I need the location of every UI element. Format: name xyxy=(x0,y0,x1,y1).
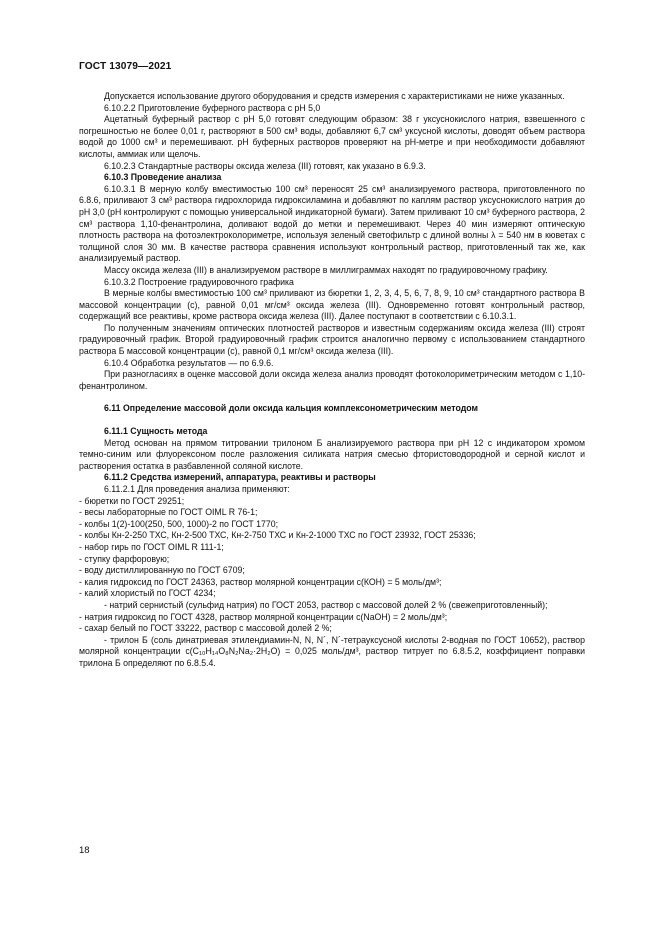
section-heading: 6.11 Определение массовой доли оксида кальция комплексонометрическим методом xyxy=(104,403,478,414)
standard-id: ГОСТ 13079—2021 xyxy=(79,61,172,72)
list-item: - натрия гидроксид по ГОСТ 4328, раствор молярной концентрации с(NaOH) = 2 моль/дм³; xyxy=(79,611,448,622)
list-item: - весы лабораторные по ГОСТ OIML R 76-1; xyxy=(79,507,258,518)
paragraph: 6.10.4 Обработка результатов — по 6.9.6. xyxy=(104,357,274,368)
document-header xyxy=(79,61,171,72)
document-body xyxy=(79,91,585,670)
list-item: - калия гидроксид по ГОСТ 24363, раствор молярной концентрации с(КОН) = 5 моль/дм³; xyxy=(79,576,442,587)
paragraph: 6.10.3.2 Построение градуировочного графика xyxy=(104,276,294,287)
list-item: - бюретки по ГОСТ 29251; xyxy=(79,495,185,506)
paragraph: 6.11.2.1 Для проведения анализа применяют: xyxy=(104,484,290,494)
paragraph: - натрий сернистый (сульфид натрия) по ГОСТ 2053, раствор с массовой долей 2 % (свежеприготовленный); xyxy=(104,599,548,610)
list-item: - колбы 1(2)-100(250, 500, 1000)-2 по ГОСТ 1770; xyxy=(79,518,279,529)
list-item: - набор гирь по ГОСТ OIML R 111-1; xyxy=(79,541,224,552)
paragraph: По полученным значениям оптических плотностей растворов и известным содержаниям оксида железа (III) строят градуировочный график. Второй градуировочный график строится аналогично первому с использованием стандартного раствора Б массовой концентрации (с), равной 0,1 мг/см³ оксида железа (III). xyxy=(79,322,585,357)
list-item: - колбы Кн-2-250 ТХС, Кн-2-500 ТХС, Кн-2-750 ТХС и Кн-2-1000 ТХС по ГОСТ 23932, ГОСТ 25336; xyxy=(79,530,476,541)
list-item: - воду дистиллированную по ГОСТ 6709; xyxy=(79,565,245,576)
paragraph: При разногласиях в оценке массовой доли оксида железа анализ проводят фотоколориметрическим методом с 1,10-фенантролином. xyxy=(79,369,585,391)
list-item: - сахар белый по ГОСТ 33222, раствор с массовой долей 2 %; xyxy=(79,623,332,634)
paragraph: 6.10.2.2 Приготовление буферного раствора с рН 5,0 xyxy=(104,102,321,113)
paragraph: Допускается использование другого оборудования и средств измерения с характеристиками не ниже указанных. xyxy=(104,91,565,101)
paragraph: 6.10.2.3 Стандартные растворы оксида железа (III) готовят, как указано в 6.9.3. xyxy=(104,160,426,171)
paragraph: В мерные колбы вместимостью 100 см³ приливают из бюретки 1, 2, 3, 4, 5, 6, 7, 8, 9, 10 см³ стандартного раствора В массовой концентрации (с), равной 0,01 мг/см³ оксида железа (III). Одновременно готовят контрольный раствор, содержащий все реактивы, кроме раствора оксида железа (III). Далее поступают в соответствии с 6.10.3.1. xyxy=(79,288,585,322)
section-heading: 6.10.3 Проведение анализа xyxy=(104,172,222,183)
paragraph: Метод основан на прямом титровании трилоном Б анализируемого раствора при рН 12 с индикатором хромом темно-синим или флуорексоном после разложения силиката натрия смесью фтористоводородной и серной кислот и растворения остатка в разбавленной соляной кислоте. xyxy=(79,437,585,471)
page-number: 18 xyxy=(79,845,90,856)
section-heading: 6.11.2 Средства измерений, аппаратура, реактивы и растворы xyxy=(104,472,376,483)
paragraph: Ацетатный буферный раствор с рН 5,0 готовят следующим образом: 38 г уксуснокислого натрия, взвешенного с погрешностью не более 0,01 г, растворяют в 500 см³ воды, добавляют 6,7 см³ уксусной кислоты, доводят объем раствора водой до 1000 см³ и перемешивают. рН буферных растворов проверяют на рН-метре и при необходимости добавляют кислоты, аммиак или щелочь. xyxy=(79,114,585,159)
list-item: - калий хлористый по ГОСТ 4234; xyxy=(79,588,216,599)
paragraph: - трилон Б (соль динатриевая этилендиамин-N, N, N´, N´-тетрауксусной кислоты 2-водная по ГОСТ 10652), раствор молярной концентрации с(C₁₀H₁₄O₈N₂Na₂·2H₂O) = 0,025 моль/дм³, раствор титрует по 6.8.5.2, коэффициент поправки трилона Б определяют по 6.8.5.4. xyxy=(79,634,585,668)
paragraph: Массу оксида железа (III) в анализируемом растворе в миллиграммах находят по градуировочному графику. xyxy=(104,264,548,275)
list-item: - ступку фарфоровую; xyxy=(79,553,170,564)
paragraph: 6.10.3.1 В мерную колбу вместимостью 100 см³ переносят 25 см³ анализируемого раствора, приготовленного по 6.8.6, приливают 3 см³ раствора гидрохлорида гидроксиламина и добавляют по каплям раствор уксуснокислого натрия до рН 3,0 (рН контролируют с помощью универсальной индикаторной бумаги). Затем приливают 10 см³ буферного раствора, 2 см³ раствора 1,10-фенантролина, доливают водой до метки и перемешивают. Через 40 мин измеряют оптическую плотность раствора на фотоэлектроколориметре, используя зеленый светофильтр с длиной волны λ = 540 нм в кюветах с толщиной слоя 30 мм. В качестве раствора сравнения используют контрольный раствор, приготовленный так же, как анализируемый раствор. xyxy=(79,183,585,264)
section-heading: 6.11.1 Сущность метода xyxy=(104,426,208,437)
